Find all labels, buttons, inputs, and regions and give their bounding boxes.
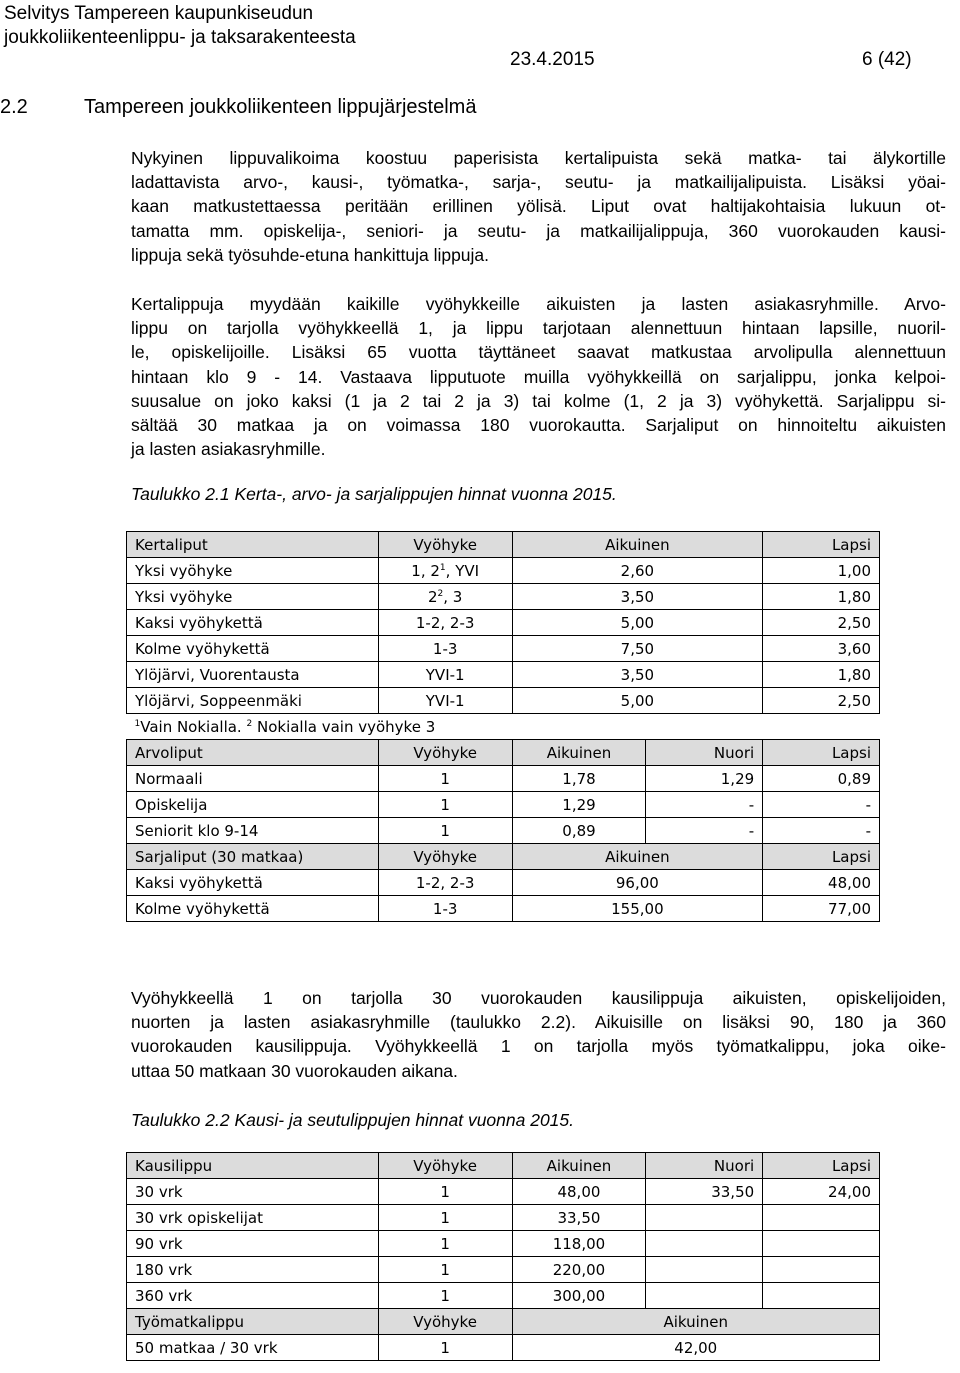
table-cell: 1,00 [763, 558, 880, 584]
table-cell: 1 [378, 792, 512, 818]
table-row [127, 610, 880, 636]
table-cell: 1 [378, 1205, 512, 1231]
table-row [127, 688, 880, 714]
header-cell: Aikuinen [512, 844, 763, 870]
table-footnote-row [127, 714, 880, 740]
table-cell: - [763, 818, 880, 844]
paragraph-line: kaan matkustettaessa peritään erillinen yölisä. Liput ovat haltijakohtaisia lukuun ot- [131, 196, 946, 217]
table-cell: 118,00 [512, 1231, 646, 1257]
table-cell [646, 1205, 763, 1231]
section-number: 2.2 [0, 96, 28, 118]
table-row [127, 1257, 880, 1283]
table-cell: - [646, 792, 763, 818]
table-cell: 1,80 [763, 584, 880, 610]
table-cell: 1-2, 2-3 [378, 610, 512, 636]
paragraph-line: suusalue on joko kaksi (1 ja 2 tai 2 ja 3) tai kolme (1, 2 ja 3) vyöhykettä. Sarjalippu si- [131, 390, 946, 411]
ticket-price-table-1 [126, 531, 880, 922]
table-row [127, 1335, 880, 1361]
table-cell: 1 [378, 1231, 512, 1257]
table-cell: 50 matkaa / 30 vrk [127, 1335, 379, 1361]
paragraph-1 [131, 146, 946, 267]
paragraph-line: ladattavista arvo-, kausi-, työmatka-, sarja-, seutu- ja matkailijalipuista. Lisäksi yöai- [131, 172, 946, 193]
zone-text: 1, 2 [411, 561, 440, 580]
header-cell: Vyöhyke [378, 844, 512, 870]
paragraph-2 [131, 292, 946, 461]
table-cell: Yksi vyöhyke [127, 584, 379, 610]
table-cell: 180 vrk [127, 1257, 379, 1283]
table-header-row [127, 740, 880, 766]
paragraph-line: tamatta mm. opiskelija-, seniori- ja seutu- ja matkailijalippuja, 360 vuorokauden kausi- [131, 220, 946, 241]
table-footnote [127, 714, 880, 740]
header-cell: Lapsi [763, 844, 880, 870]
table-cell: 77,00 [763, 896, 880, 922]
table-cell: 2,60 [512, 558, 763, 584]
table-cell: Kolme vyöhykettä [127, 636, 379, 662]
document-header [4, 2, 356, 50]
table-cell: 3,50 [512, 584, 763, 610]
table-cell [646, 1283, 763, 1309]
table-row [127, 896, 880, 922]
table-caption-1: Taulukko 2.1 Kerta-, arvo- ja sarjalippujen hinnat vuonna 2015. [131, 484, 617, 504]
table-cell [378, 584, 512, 610]
table-cell: 0,89 [763, 766, 880, 792]
table-cell: 30 vrk opiskelijat [127, 1205, 379, 1231]
paragraph-line: lippu on tarjolla vyöhykkeellä 1, ja lippu tarjotaan alennettuun hintaan lapsille, nuoril- [131, 318, 946, 339]
paragraph-3 [131, 986, 946, 1083]
table-cell [646, 1257, 763, 1283]
header-cell: Aikuinen [512, 1309, 879, 1335]
table-row [127, 558, 880, 584]
table-row [127, 636, 880, 662]
table-cell: - [646, 818, 763, 844]
paragraph-line: Vyöhykkeellä 1 on tarjolla 30 vuorokauden kausilippuja aikuisten, opiskelijoiden, [131, 988, 946, 1008]
header-cell: Aikuinen [512, 740, 646, 766]
table-cell: Kaksi vyöhykettä [127, 870, 379, 896]
table-cell [646, 1231, 763, 1257]
header-cell: Kausilippu [127, 1153, 379, 1179]
paragraph-line: le, opiskelijoille. Lisäksi 65 vuotta täyttäneet saavat matkustaa arvolipulla alennettuun [131, 342, 946, 363]
footnote-marker: 2 [246, 718, 253, 729]
table-cell [378, 558, 512, 584]
table-cell: 300,00 [512, 1283, 646, 1309]
header-cell: Vyöhyke [378, 740, 512, 766]
section-heading [0, 96, 476, 119]
table-cell: 155,00 [512, 896, 763, 922]
footnote-marker: 1 [439, 562, 446, 573]
table-cell: 1 [378, 1283, 512, 1309]
table-cell: Normaali [127, 766, 379, 792]
table-cell: 3,60 [763, 636, 880, 662]
table-cell: 1 [378, 766, 512, 792]
table-cell: 48,00 [512, 1179, 646, 1205]
header-cell: Nuori [646, 740, 763, 766]
table-header-row [127, 844, 880, 870]
paragraph-line: Nykyinen lippuvalikoima koostuu paperisista kertalipuista sekä matka- tai älykortille [131, 148, 946, 168]
table-cell: 30 vrk [127, 1179, 379, 1205]
table-cell: 2,50 [763, 688, 880, 714]
table-cell: - [763, 792, 880, 818]
table-row [127, 1205, 880, 1231]
table-cell: 48,00 [763, 870, 880, 896]
table-cell: 220,00 [512, 1257, 646, 1283]
paragraph-line: vuorokauden kausilippuja. Vyöhykkeellä 1 on tarjolla myös työmatkalippu, joka oike- [131, 1036, 946, 1057]
table-cell: 5,00 [512, 610, 763, 636]
table-header-row [127, 1309, 880, 1335]
table-cell: 360 vrk [127, 1283, 379, 1309]
table-cell: YVI-1 [378, 662, 512, 688]
table-row [127, 792, 880, 818]
paragraph-line: sältää 30 matkaa ja on voimassa 180 vuorokautta. Sarjaliput on hinnoiteltu aikuisten [131, 415, 946, 436]
paragraph-line: nuorten ja lasten asiakasryhmille (taulukko 2.2). Aikuisille on lisäksi 90, 180 ja 360 [131, 1012, 946, 1033]
zone-text: , 3 [443, 587, 463, 606]
table-cell: Kaksi vyöhykettä [127, 610, 379, 636]
table-cell: Opiskelija [127, 792, 379, 818]
table-cell: 33,50 [646, 1179, 763, 1205]
ticket-price-table-2 [126, 1152, 880, 1361]
table-cell: 7,50 [512, 636, 763, 662]
table-cell [763, 1257, 880, 1283]
table-row [127, 870, 880, 896]
table-row [127, 766, 880, 792]
table-cell [763, 1231, 880, 1257]
table-cell: 1 [378, 1257, 512, 1283]
table-cell [763, 1283, 880, 1309]
table-cell: 1-2, 2-3 [378, 870, 512, 896]
footnote-text: Vain Nokialla. [140, 717, 247, 736]
table-cell: 0,89 [512, 818, 646, 844]
table-cell: 1,80 [763, 662, 880, 688]
header-title-line2: joukkoliikenteenlippu- ja taksarakenteesta [4, 27, 356, 48]
section-title: Tampereen joukkoliikenteen lippujärjestelmä [84, 96, 477, 118]
header-cell: Aikuinen [512, 532, 763, 558]
table-row [127, 818, 880, 844]
table-cell: 1 [378, 818, 512, 844]
table-cell: 1-3 [378, 636, 512, 662]
footnote-text: Nokialla vain vyöhyke 3 [252, 717, 436, 736]
table-header-row [127, 532, 880, 558]
table-cell: 3,50 [512, 662, 763, 688]
table-header-row [127, 1153, 880, 1179]
table-cell: Yksi vyöhyke [127, 558, 379, 584]
header-cell: Vyöhyke [378, 1309, 512, 1335]
table-cell: 1,29 [646, 766, 763, 792]
table-cell: Ylöjärvi, Soppeenmäki [127, 688, 379, 714]
table-cell: Ylöjärvi, Vuorentausta [127, 662, 379, 688]
footnote-marker: 1 [134, 718, 141, 729]
table-cell: 1-3 [378, 896, 512, 922]
paragraph-line: uttaa 50 matkaan 30 vuorokauden aikana. [131, 1060, 458, 1081]
zone-text: , YVI [445, 561, 480, 580]
table-caption-2: Taulukko 2.2 Kausi- ja seutulippujen hinnat vuonna 2015. [131, 1110, 575, 1130]
paragraph-line: Kertalippuja myydään kaikille vyöhykkeille aikuisten ja lasten asiakasryhmille. Arvo- [131, 294, 946, 314]
table-cell: 1,78 [512, 766, 646, 792]
header-cell: Aikuinen [512, 1153, 646, 1179]
header-cell: Lapsi [763, 532, 880, 558]
header-page-number: 6 (42) [862, 49, 912, 70]
table-cell: 5,00 [512, 688, 763, 714]
header-cell: Työmatkalippu [127, 1309, 379, 1335]
paragraph-line: ja lasten asiakasryhmille. [131, 439, 326, 460]
table-cell: Seniorit klo 9-14 [127, 818, 379, 844]
header-cell: Vyöhyke [378, 1153, 512, 1179]
zone-text: 2 [427, 587, 438, 606]
header-cell: Arvoliput [127, 740, 379, 766]
header-cell: Lapsi [763, 1153, 880, 1179]
table-cell: 96,00 [512, 870, 763, 896]
paragraph-line: lippuja sekä työsuhde-etuna hankittuja lippuja. [131, 244, 490, 265]
table-cell: 24,00 [763, 1179, 880, 1205]
table-cell: Kolme vyöhykettä [127, 896, 379, 922]
table-cell: 1,29 [512, 792, 646, 818]
paragraph-line: hintaan klo 9 - 14. Vastaava lipputuote muilla vyöhykkeillä on sarjalippu, jonka kelpoi- [131, 366, 946, 387]
table-cell: 42,00 [512, 1335, 879, 1361]
table-cell: 2,50 [763, 610, 880, 636]
header-cell: Nuori [646, 1153, 763, 1179]
table-cell: 90 vrk [127, 1231, 379, 1257]
table-cell: YVI-1 [378, 688, 512, 714]
table-row [127, 662, 880, 688]
table-row [127, 1231, 880, 1257]
header-title-line1: Selvitys Tampereen kaupunkiseudun [4, 3, 314, 24]
header-date: 23.4.2015 [510, 49, 595, 70]
table-cell: 1 [378, 1179, 512, 1205]
table-row [127, 1179, 880, 1205]
header-cell: Lapsi [763, 740, 880, 766]
header-cell: Sarjaliput (30 matkaa) [127, 844, 379, 870]
header-cell: Kertaliput [127, 532, 379, 558]
table-row [127, 584, 880, 610]
table-row [127, 1283, 880, 1309]
footnote-marker: 2 [437, 588, 444, 599]
table-cell [763, 1205, 880, 1231]
table-cell: 33,50 [512, 1205, 646, 1231]
header-cell: Vyöhyke [378, 532, 512, 558]
table-cell: 1 [378, 1335, 512, 1361]
